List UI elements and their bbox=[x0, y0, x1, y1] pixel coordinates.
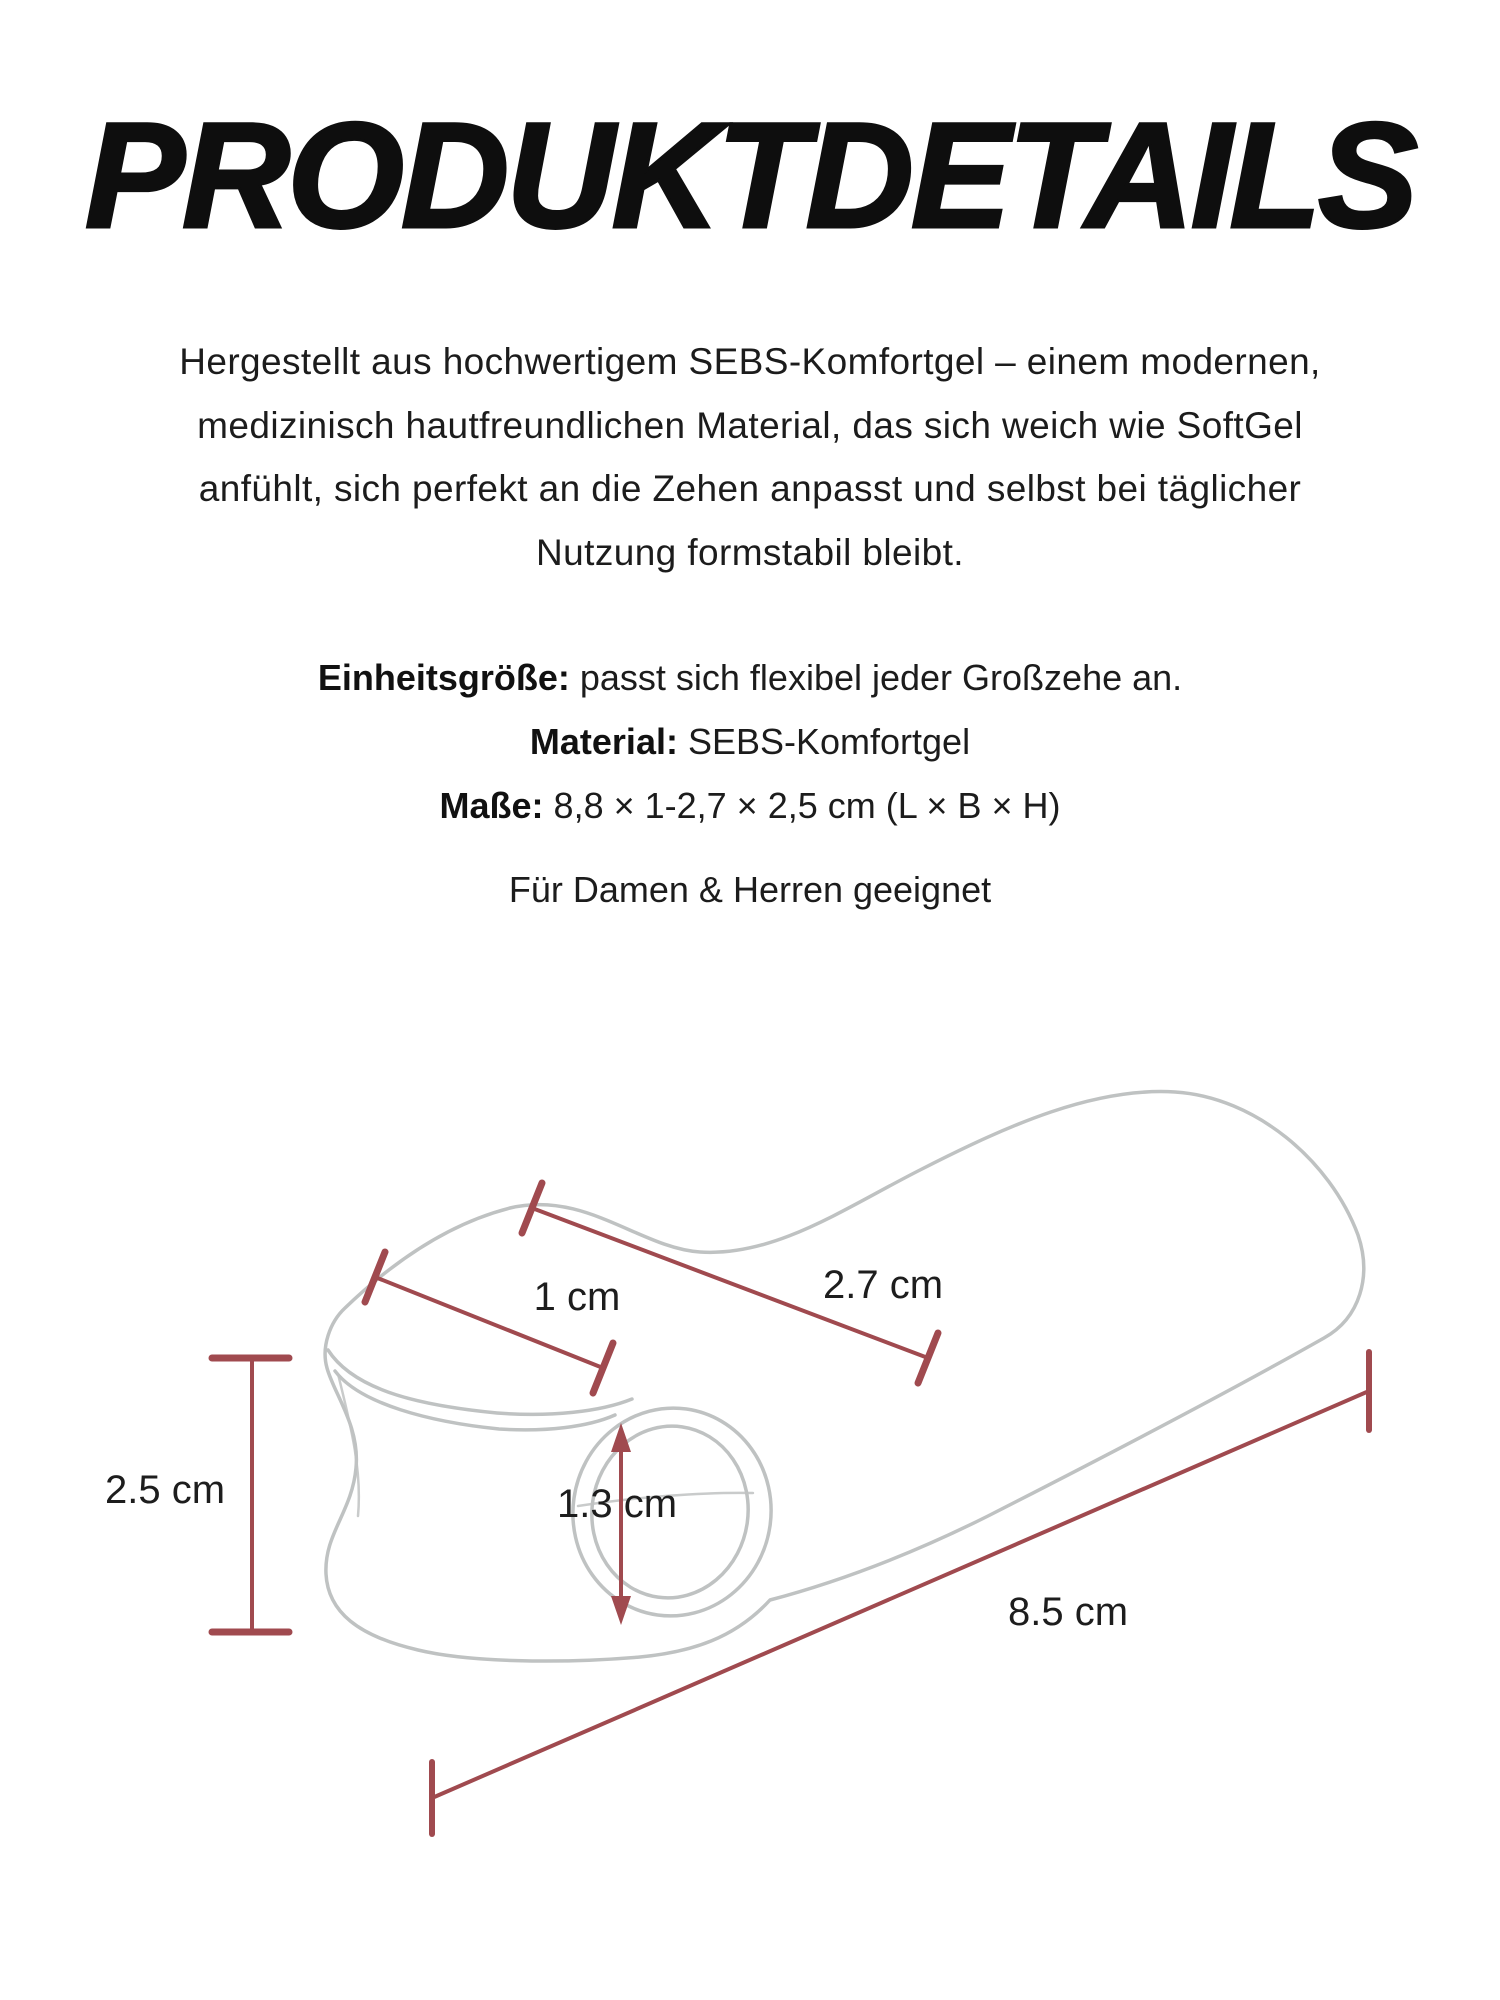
intro-line: medizinisch hautfreundlichen Material, das sich weich wie SoftGel bbox=[197, 404, 1303, 446]
audience-note: Für Damen & Herren geeignet bbox=[508, 869, 992, 910]
dim-label-inner-height: 1.3 cm bbox=[556, 1482, 678, 1526]
spec-label: Maße: bbox=[439, 785, 544, 826]
intro-line: Nutzung formstabil bleibt. bbox=[536, 531, 964, 573]
dim-label-height: 2.5 cm bbox=[104, 1468, 226, 1512]
sleeve-silhouette bbox=[325, 1092, 1364, 1661]
spec-value: SEBS-Komfortgel bbox=[677, 721, 971, 762]
toe-sleeve-outline bbox=[325, 1092, 1364, 1661]
spec-label: Einheitsgröße: bbox=[317, 657, 570, 698]
dim-label-base-width: 2.7 cm bbox=[822, 1263, 944, 1307]
spec-value: passt sich flexibel jeder Großzehe an. bbox=[569, 657, 1183, 698]
spec-label: Material: bbox=[529, 721, 678, 762]
dim-base-width-tick bbox=[918, 1333, 938, 1383]
dim-label-length: 8.5 cm bbox=[1007, 1590, 1129, 1634]
dim-base-width-tick bbox=[522, 1183, 542, 1233]
spec-value: 8,8 × 1-2,7 × 2,5 cm (L × B × H) bbox=[543, 785, 1061, 826]
rolled-edge-inner bbox=[335, 1371, 615, 1430]
dim-tip-width-tick bbox=[593, 1343, 613, 1393]
dim-length-line bbox=[432, 1391, 1369, 1798]
arrowhead-down bbox=[611, 1596, 631, 1625]
intro-line: Hergestellt aus hochwertigem SEBS-Komfortgel – einem modernen, bbox=[179, 341, 1321, 382]
page-title: PRODUKTDETAILS bbox=[84, 91, 1416, 259]
intro-line: anfühlt, sich perfekt an die Zehen anpasst und selbst bei täglicher bbox=[198, 468, 1302, 509]
dim-label-tip-width: 1 cm bbox=[533, 1275, 621, 1319]
